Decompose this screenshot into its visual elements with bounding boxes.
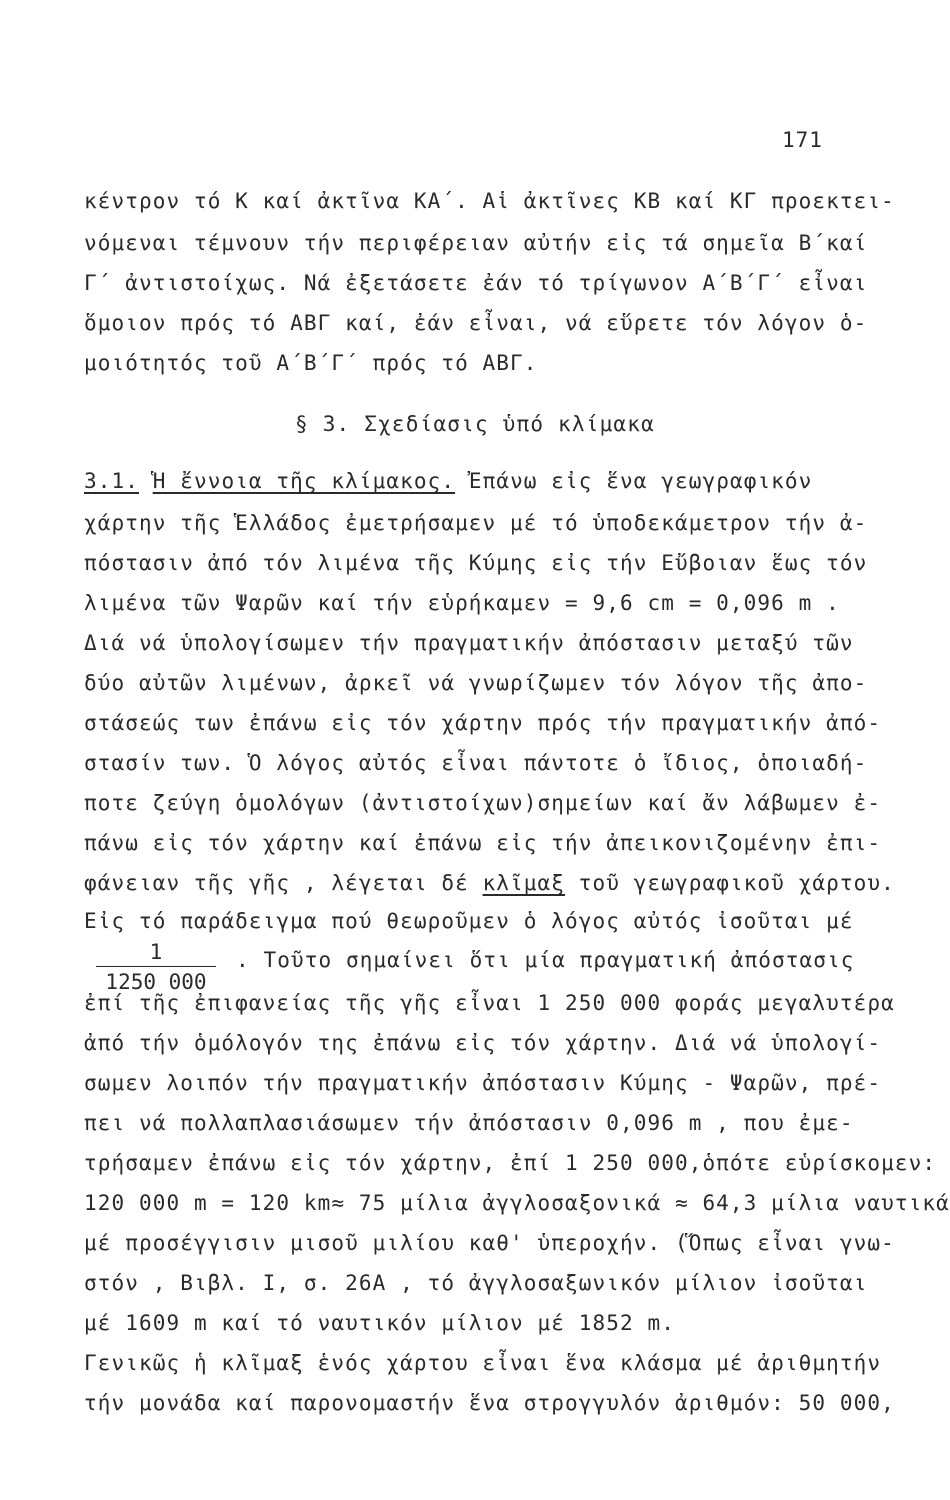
- text-fragment: τοῦ γεωγραφικοῦ χάρτου.: [565, 871, 895, 895]
- text-line: πόστασιν ἀπό τόν λιμένα τῆς Κύμης εἰς τήν Εὔβοιαν ἕως τόν: [84, 551, 868, 575]
- text-line: στόν , Βιβλ. Ι, σ. 26Α , τό ἀγγλοσαξωνικόν μίλιον ἰσοῦται: [84, 1271, 868, 1295]
- text-line: νόμεναι τέμνουν τήν περιφέρειαν αὐτήν εἰς τά σημεῖα Β΄καί: [84, 231, 868, 255]
- text-line: στάσεώς των ἐπάνω εἰς τόν χάρτην πρός τήν πραγματικήν ἀπό-: [84, 711, 882, 735]
- text-line: λιμένα τῶν Ψαρῶν καί τήν εὑρήκαμεν = 9,6 cm = 0,096 m .: [84, 591, 840, 615]
- text-line: ὅμοιον πρός τό ΑΒΓ καί, ἐάν εἶναι, νά εὕρετε τόν λόγον ὁ-: [84, 311, 868, 335]
- subsection-line: [84, 466, 812, 496]
- text-line: μέ προσέγγισιν μισοῦ μιλίου καθ' ὑπεροχήν. (Ὅπως εἶναι γνω-: [84, 1231, 895, 1255]
- subsection-text: Ἐπάνω εἰς ἕνα γεωγραφικόν: [455, 469, 813, 493]
- text-line: . Τοῦτο σημαίνει ὅτι μία πραγματική ἀπόστασις: [236, 948, 855, 972]
- subsection-title: Ἡ ἔννοια τῆς κλίμακος.: [152, 469, 456, 493]
- fraction-denominator: 1250 000: [105, 970, 207, 994]
- text-line: δύο αὐτῶν λιμένων, ἀρκεῖ νά γνωρίζωμεν τόν λόγον τῆς ἀπο-: [84, 671, 868, 695]
- text-line: σωμεν λοιπόν τήν πραγματικήν ἀπόστασιν Κύμης - Ψαρῶν, πρέ-: [84, 1071, 882, 1095]
- text-line: Εἰς τό παράδειγμα πού θεωροῦμεν ὁ λόγος αὐτός ἰσοῦται μέ: [84, 909, 854, 933]
- text-line: Γ΄ ἀντιστοίχως. Νά ἐξετάσετε ἐάν τό τρίγωνον Α΄Β΄Γ΄ εἶναι: [84, 271, 868, 295]
- text-line: στασίν των. Ὁ λόγος αὐτός εἶναι πάντοτε ὁ ἴδιος, ὁποιαδή-: [84, 751, 868, 775]
- text-line: τήν μονάδα καί παρονομαστήν ἕνα στρογγυλόν ἀριθμόν: 50 000,: [84, 1391, 895, 1415]
- text-line: πει νά πολλαπλασιάσωμεν τήν ἀπόστασιν 0,096 m , που ἐμε-: [84, 1111, 854, 1135]
- text-fragment: φάνειαν τῆς γῆς , λέγεται δέ: [84, 871, 483, 895]
- text-line: [84, 868, 895, 898]
- page-number: 171: [782, 128, 823, 152]
- section-heading: § 3. Σχεδίασις ὑπό κλίμακα: [295, 412, 655, 436]
- text-line: πάνω εἰς τόν χάρτην καί ἐπάνω εἰς τήν ἀπεικονιζομένην ἐπι-: [84, 831, 882, 855]
- text-line: Διά νά ὑπολογίσωμεν τήν πραγματικήν ἀπόστασιν μεταξύ τῶν: [84, 631, 854, 655]
- fraction-numerator: 1: [96, 940, 216, 967]
- text-line: μοιότητός τοῦ Α΄Β΄Γ΄ πρός τό ΑΒΓ.: [84, 351, 538, 375]
- text-line: χάρτην τῆς Ἑλλάδος ἐμετρήσαμεν μέ τό ὑποδεκάμετρον τήν ἀ-: [84, 511, 868, 535]
- subsection-number: 3.1.: [84, 469, 139, 493]
- text-line: κέντρον τό Κ καί ἀκτῖνα ΚΑ΄. Αἱ ἀκτῖνες ΚΒ καί ΚΓ προεκτει-: [84, 189, 895, 213]
- text-line: τρήσαμεν ἐπάνω εἰς τόν χάρτην, ἐπί 1 250 000,ὁπότε εὑρίσκομεν:: [84, 1151, 937, 1175]
- text-line: ἐπί τῆς ἐπιφανείας τῆς γῆς εἶναι 1 250 000 φοράς μεγαλυτέρα: [84, 991, 895, 1015]
- text-line: 120 000 m = 120 km≈ 75 μίλια ἀγγλοσαξονικά ≈ 64,3 μίλια ναυτικά: [84, 1191, 950, 1215]
- text-line: ποτε ζεύγη ὁμολόγων (ἀντιστοίχων)σημείων καί ἄν λάβωμεν ἐ-: [84, 791, 882, 815]
- klimax-term: κλῖμαξ: [482, 871, 566, 895]
- scale-fraction: [96, 940, 216, 995]
- text-line: μέ 1609 m καί τό ναυτικόν μίλιον μέ 1852 m.: [84, 1311, 675, 1335]
- text-line: ἀπό τήν ὁμόλογόν της ἐπάνω εἰς τόν χάρτην. Διά νά ὑπολογί-: [84, 1031, 882, 1055]
- text-line: Γενικῶς ἡ κλῖμαξ ἑνός χάρτου εἶναι ἕνα κλάσμα μέ ἀριθμητήν: [84, 1351, 882, 1375]
